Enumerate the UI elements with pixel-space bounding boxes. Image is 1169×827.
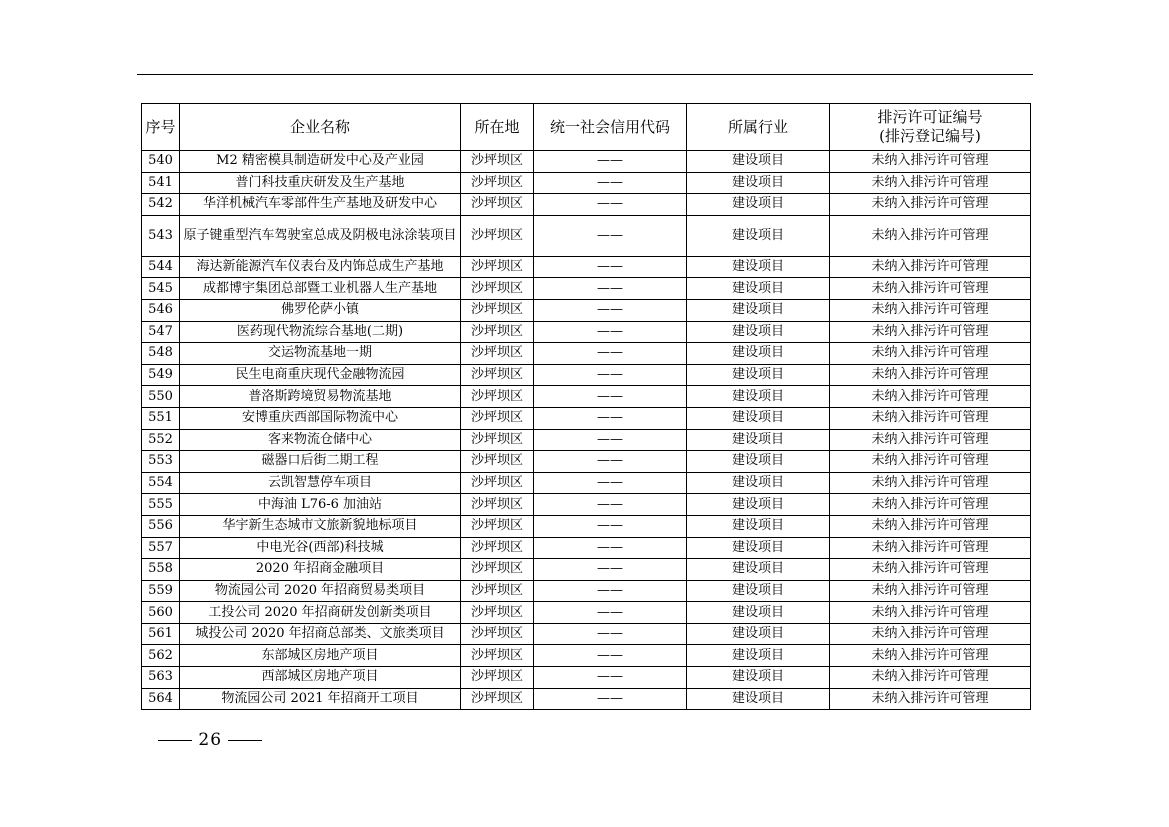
cell-industry: 建设项目 bbox=[687, 215, 830, 256]
cell-seq: 541 bbox=[142, 172, 180, 194]
cell-industry: 建设项目 bbox=[687, 343, 830, 365]
cell-location: 沙坪坝区 bbox=[461, 343, 534, 365]
cell-industry: 建设项目 bbox=[687, 451, 830, 473]
cell-seq: 555 bbox=[142, 494, 180, 516]
cell-industry: 建设项目 bbox=[687, 515, 830, 537]
cell-credit-code: —— bbox=[534, 151, 687, 173]
cell-name: 华宇新生态城市文旅新貌地标项目 bbox=[180, 515, 461, 537]
cell-credit-code: —— bbox=[534, 429, 687, 451]
table-row bbox=[142, 688, 1031, 710]
cell-credit-code: —— bbox=[534, 451, 687, 473]
cell-permit: 未纳入排污许可管理 bbox=[830, 278, 1031, 300]
cell-credit-code: —— bbox=[534, 343, 687, 365]
cell-industry: 建设项目 bbox=[687, 472, 830, 494]
table-row bbox=[142, 429, 1031, 451]
cell-name: 东部城区房地产项目 bbox=[180, 645, 461, 667]
cell-name: 民生电商重庆现代金融物流园 bbox=[180, 364, 461, 386]
cell-name: 原子键重型汽车驾驶室总成及阴极电泳涂装项目 bbox=[180, 215, 461, 256]
table-row bbox=[142, 537, 1031, 559]
cell-permit: 未纳入排污许可管理 bbox=[830, 580, 1031, 602]
header-name: 企业名称 bbox=[180, 104, 461, 151]
cell-seq: 544 bbox=[142, 256, 180, 278]
cell-name: 西部城区房地产项目 bbox=[180, 667, 461, 689]
cell-name: 交运物流基地一期 bbox=[180, 343, 461, 365]
cell-location: 沙坪坝区 bbox=[461, 215, 534, 256]
table-row bbox=[142, 559, 1031, 581]
cell-credit-code: —— bbox=[534, 321, 687, 343]
cell-location: 沙坪坝区 bbox=[461, 299, 534, 321]
cell-permit: 未纳入排污许可管理 bbox=[830, 451, 1031, 473]
cell-credit-code: —— bbox=[534, 278, 687, 300]
cell-name: 2020 年招商金融项目 bbox=[180, 559, 461, 581]
header-permit-line1: 排污许可证编号 bbox=[877, 108, 983, 126]
enterprise-table bbox=[141, 103, 1031, 710]
cell-seq: 546 bbox=[142, 299, 180, 321]
table-row bbox=[142, 623, 1031, 645]
cell-location: 沙坪坝区 bbox=[461, 494, 534, 516]
cell-name: 磁器口后街二期工程 bbox=[180, 451, 461, 473]
cell-location: 沙坪坝区 bbox=[461, 602, 534, 624]
cell-seq: 557 bbox=[142, 537, 180, 559]
table-row bbox=[142, 321, 1031, 343]
cell-seq: 560 bbox=[142, 602, 180, 624]
cell-credit-code: —— bbox=[534, 667, 687, 689]
cell-name: 物流园公司 2021 年招商开工项目 bbox=[180, 688, 461, 710]
cell-permit: 未纳入排污许可管理 bbox=[830, 215, 1031, 256]
cell-permit: 未纳入排污许可管理 bbox=[830, 559, 1031, 581]
header-seq: 序号 bbox=[142, 104, 180, 151]
table-row bbox=[142, 602, 1031, 624]
cell-industry: 建设项目 bbox=[687, 645, 830, 667]
cell-seq: 551 bbox=[142, 407, 180, 429]
cell-industry: 建设项目 bbox=[687, 407, 830, 429]
cell-credit-code: —— bbox=[534, 407, 687, 429]
cell-seq: 556 bbox=[142, 515, 180, 537]
table-row bbox=[142, 472, 1031, 494]
cell-seq: 552 bbox=[142, 429, 180, 451]
cell-location: 沙坪坝区 bbox=[461, 451, 534, 473]
cell-location: 沙坪坝区 bbox=[461, 386, 534, 408]
cell-seq: 549 bbox=[142, 364, 180, 386]
cell-industry: 建设项目 bbox=[687, 559, 830, 581]
cell-permit: 未纳入排污许可管理 bbox=[830, 515, 1031, 537]
table-row bbox=[142, 151, 1031, 173]
cell-seq: 543 bbox=[142, 215, 180, 256]
header-permit bbox=[830, 104, 1031, 151]
cell-location: 沙坪坝区 bbox=[461, 151, 534, 173]
cell-credit-code: —— bbox=[534, 172, 687, 194]
table-row bbox=[142, 407, 1031, 429]
table-row bbox=[142, 343, 1031, 365]
table-row bbox=[142, 667, 1031, 689]
cell-location: 沙坪坝区 bbox=[461, 688, 534, 710]
cell-name: 普门科技重庆研发及生产基地 bbox=[180, 172, 461, 194]
page-number bbox=[158, 730, 262, 750]
page-number-value: 26 bbox=[198, 730, 223, 750]
cell-permit: 未纳入排污许可管理 bbox=[830, 537, 1031, 559]
page-number-dash-left bbox=[158, 740, 192, 741]
cell-industry: 建设项目 bbox=[687, 494, 830, 516]
header-location: 所在地 bbox=[461, 104, 534, 151]
cell-industry: 建设项目 bbox=[687, 194, 830, 216]
header-credit-code: 统一社会信用代码 bbox=[534, 104, 687, 151]
cell-name: 安博重庆西部国际物流中心 bbox=[180, 407, 461, 429]
cell-location: 沙坪坝区 bbox=[461, 194, 534, 216]
header-permit-line2: (排污登记编号) bbox=[879, 127, 981, 145]
cell-industry: 建设项目 bbox=[687, 256, 830, 278]
header-rule bbox=[137, 74, 1033, 75]
cell-industry: 建设项目 bbox=[687, 364, 830, 386]
table-row bbox=[142, 645, 1031, 667]
cell-name: 中海油 L76-6 加油站 bbox=[180, 494, 461, 516]
cell-credit-code: —— bbox=[534, 645, 687, 667]
cell-industry: 建设项目 bbox=[687, 151, 830, 173]
cell-industry: 建设项目 bbox=[687, 667, 830, 689]
cell-seq: 561 bbox=[142, 623, 180, 645]
cell-credit-code: —— bbox=[534, 299, 687, 321]
cell-credit-code: —— bbox=[534, 559, 687, 581]
table-row bbox=[142, 451, 1031, 473]
cell-industry: 建设项目 bbox=[687, 623, 830, 645]
cell-credit-code: —— bbox=[534, 537, 687, 559]
cell-seq: 545 bbox=[142, 278, 180, 300]
table-row bbox=[142, 299, 1031, 321]
cell-industry: 建设项目 bbox=[687, 602, 830, 624]
cell-credit-code: —— bbox=[534, 494, 687, 516]
cell-credit-code: —— bbox=[534, 364, 687, 386]
page-number-dash-right bbox=[228, 740, 262, 741]
cell-permit: 未纳入排污许可管理 bbox=[830, 321, 1031, 343]
cell-location: 沙坪坝区 bbox=[461, 364, 534, 386]
cell-credit-code: —— bbox=[534, 472, 687, 494]
cell-seq: 547 bbox=[142, 321, 180, 343]
cell-name: 佛罗伦萨小镇 bbox=[180, 299, 461, 321]
cell-permit: 未纳入排污许可管理 bbox=[830, 364, 1031, 386]
cell-seq: 564 bbox=[142, 688, 180, 710]
table-row bbox=[142, 256, 1031, 278]
cell-seq: 540 bbox=[142, 151, 180, 173]
cell-seq: 558 bbox=[142, 559, 180, 581]
cell-location: 沙坪坝区 bbox=[461, 559, 534, 581]
cell-name: M2 精密模具制造研发中心及产业园 bbox=[180, 151, 461, 173]
table-row bbox=[142, 278, 1031, 300]
cell-location: 沙坪坝区 bbox=[461, 172, 534, 194]
table-row bbox=[142, 215, 1031, 256]
cell-permit: 未纳入排污许可管理 bbox=[830, 151, 1031, 173]
cell-permit: 未纳入排污许可管理 bbox=[830, 667, 1031, 689]
cell-permit: 未纳入排污许可管理 bbox=[830, 172, 1031, 194]
cell-permit: 未纳入排污许可管理 bbox=[830, 256, 1031, 278]
cell-credit-code: —— bbox=[534, 580, 687, 602]
cell-name: 普洛斯跨境贸易物流基地 bbox=[180, 386, 461, 408]
cell-permit: 未纳入排污许可管理 bbox=[830, 386, 1031, 408]
cell-name: 成都博宇集团总部暨工业机器人生产基地 bbox=[180, 278, 461, 300]
cell-credit-code: —— bbox=[534, 256, 687, 278]
cell-seq: 563 bbox=[142, 667, 180, 689]
cell-seq: 548 bbox=[142, 343, 180, 365]
table-row bbox=[142, 515, 1031, 537]
cell-seq: 559 bbox=[142, 580, 180, 602]
cell-credit-code: —— bbox=[534, 688, 687, 710]
cell-permit: 未纳入排污许可管理 bbox=[830, 688, 1031, 710]
cell-name: 云凯智慧停车项目 bbox=[180, 472, 461, 494]
cell-industry: 建设项目 bbox=[687, 321, 830, 343]
cell-permit: 未纳入排污许可管理 bbox=[830, 623, 1031, 645]
cell-permit: 未纳入排污许可管理 bbox=[830, 645, 1031, 667]
table-row bbox=[142, 194, 1031, 216]
cell-seq: 550 bbox=[142, 386, 180, 408]
cell-industry: 建设项目 bbox=[687, 537, 830, 559]
table-body bbox=[142, 151, 1031, 710]
cell-name: 城投公司 2020 年招商总部类、文旅类项目 bbox=[180, 623, 461, 645]
cell-credit-code: —— bbox=[534, 515, 687, 537]
cell-name: 工投公司 2020 年招商研发创新类项目 bbox=[180, 602, 461, 624]
cell-location: 沙坪坝区 bbox=[461, 580, 534, 602]
cell-credit-code: —— bbox=[534, 215, 687, 256]
cell-seq: 542 bbox=[142, 194, 180, 216]
cell-location: 沙坪坝区 bbox=[461, 321, 534, 343]
cell-permit: 未纳入排污许可管理 bbox=[830, 407, 1031, 429]
cell-seq: 554 bbox=[142, 472, 180, 494]
table-row bbox=[142, 580, 1031, 602]
table-header bbox=[142, 104, 1031, 151]
cell-location: 沙坪坝区 bbox=[461, 645, 534, 667]
cell-industry: 建设项目 bbox=[687, 688, 830, 710]
cell-location: 沙坪坝区 bbox=[461, 472, 534, 494]
table-row bbox=[142, 364, 1031, 386]
cell-name: 医药现代物流综合基地(二期) bbox=[180, 321, 461, 343]
cell-permit: 未纳入排污许可管理 bbox=[830, 472, 1031, 494]
cell-location: 沙坪坝区 bbox=[461, 278, 534, 300]
cell-industry: 建设项目 bbox=[687, 278, 830, 300]
cell-permit: 未纳入排污许可管理 bbox=[830, 494, 1031, 516]
header-industry: 所属行业 bbox=[687, 104, 830, 151]
cell-permit: 未纳入排污许可管理 bbox=[830, 343, 1031, 365]
table-row bbox=[142, 494, 1031, 516]
cell-name: 客来物流仓储中心 bbox=[180, 429, 461, 451]
table-row bbox=[142, 172, 1031, 194]
cell-seq: 553 bbox=[142, 451, 180, 473]
cell-industry: 建设项目 bbox=[687, 429, 830, 451]
cell-credit-code: —— bbox=[534, 623, 687, 645]
cell-credit-code: —— bbox=[534, 194, 687, 216]
cell-permit: 未纳入排污许可管理 bbox=[830, 194, 1031, 216]
cell-location: 沙坪坝区 bbox=[461, 667, 534, 689]
cell-location: 沙坪坝区 bbox=[461, 623, 534, 645]
cell-industry: 建设项目 bbox=[687, 386, 830, 408]
cell-location: 沙坪坝区 bbox=[461, 429, 534, 451]
cell-credit-code: —— bbox=[534, 602, 687, 624]
cell-name: 华洋机械汽车零部件生产基地及研发中心 bbox=[180, 194, 461, 216]
cell-name: 海达新能源汽车仪表台及内饰总成生产基地 bbox=[180, 256, 461, 278]
cell-permit: 未纳入排污许可管理 bbox=[830, 429, 1031, 451]
cell-seq: 562 bbox=[142, 645, 180, 667]
cell-credit-code: —— bbox=[534, 386, 687, 408]
cell-industry: 建设项目 bbox=[687, 580, 830, 602]
cell-location: 沙坪坝区 bbox=[461, 256, 534, 278]
cell-location: 沙坪坝区 bbox=[461, 537, 534, 559]
cell-permit: 未纳入排污许可管理 bbox=[830, 299, 1031, 321]
cell-permit: 未纳入排污许可管理 bbox=[830, 602, 1031, 624]
table-row bbox=[142, 386, 1031, 408]
cell-location: 沙坪坝区 bbox=[461, 515, 534, 537]
cell-name: 物流园公司 2020 年招商贸易类项目 bbox=[180, 580, 461, 602]
cell-location: 沙坪坝区 bbox=[461, 407, 534, 429]
cell-industry: 建设项目 bbox=[687, 299, 830, 321]
cell-industry: 建设项目 bbox=[687, 172, 830, 194]
cell-name: 中电光谷(西部)科技城 bbox=[180, 537, 461, 559]
